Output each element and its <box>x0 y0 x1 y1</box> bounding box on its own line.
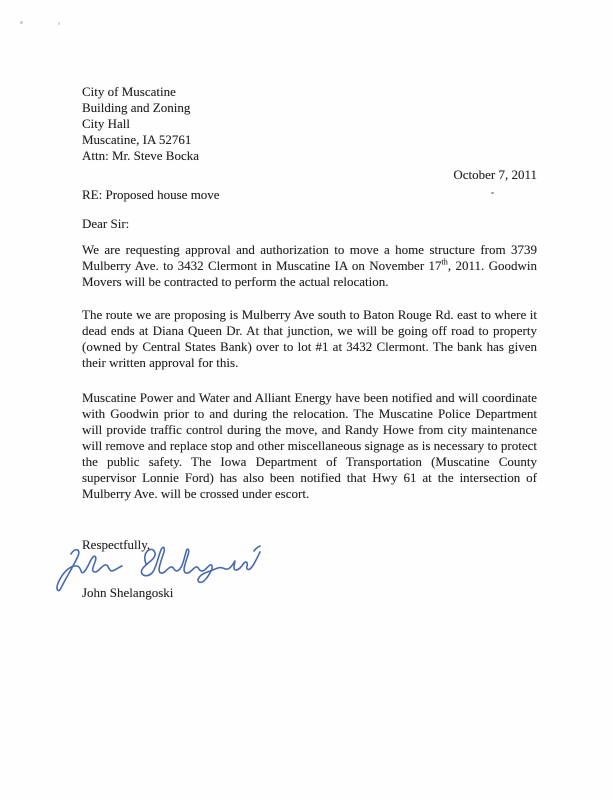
subject-line: RE: Proposed house move <box>82 187 220 202</box>
paragraph-notifications: Muscatine Power and Water and Alliant Energy have been notified and will coordinate with Goodwin prior to and during the relocation. The Muscatine Police Department will provide traffic control during the move, and Randy Howe from city maintenance will remove and replace stop and other miscellaneous signage as is necessary to protect the public safety. The Iowa Department of Transportation (Muscatine County supervisor Lonnie Ford) has also been notified that Hwy 61 at the intersection of Mulberry Ave. will be crossed under escort. <box>82 390 537 501</box>
recipient-line-attention: Attn: Mr. Steve Bocka <box>82 148 199 163</box>
typed-signer-name: John Shelangoski <box>82 585 174 600</box>
paragraph-relocation-request <box>82 242 537 290</box>
paragraph-text: We are requesting approval and authorization to move a home structure from 3739 Mulberry Ave. to 3432 Clermont in Muscatine IA on November 17 <box>82 242 537 273</box>
recipient-line-department: Building and Zoning <box>82 100 191 115</box>
letter-date: October 7, 2011 <box>453 167 537 182</box>
recipient-line-organization: City of Muscatine <box>82 84 176 99</box>
signature-flourish-stroke <box>254 546 260 551</box>
scan-artifact <box>20 21 23 24</box>
paragraph-text: , 2011. Goodwin Movers will be contracted to perform the actual relocation. <box>82 258 537 289</box>
paragraph-proposed-route: The route we are proposing is Mulberry Ave south to Baton Rouge Rd. east to where it dead ends at Diana Queen Dr. At that junction, we will be going off road to property (owned by Central States Bank) over to lot #1 at 3432 Clermont. The bank has given their written approval for this. <box>82 307 537 370</box>
scan-artifact <box>58 22 60 25</box>
recipient-line-building: City Hall <box>82 116 131 131</box>
closing-valediction: Respectfully, <box>82 537 151 552</box>
recipient-line-city-state-zip: Muscatine, IA 52761 <box>82 132 192 147</box>
salutation: Dear Sir: <box>82 216 130 231</box>
signature-last-name-stroke <box>141 547 260 582</box>
ordinal-superscript: th <box>441 257 448 267</box>
recipient-address <box>82 84 537 164</box>
